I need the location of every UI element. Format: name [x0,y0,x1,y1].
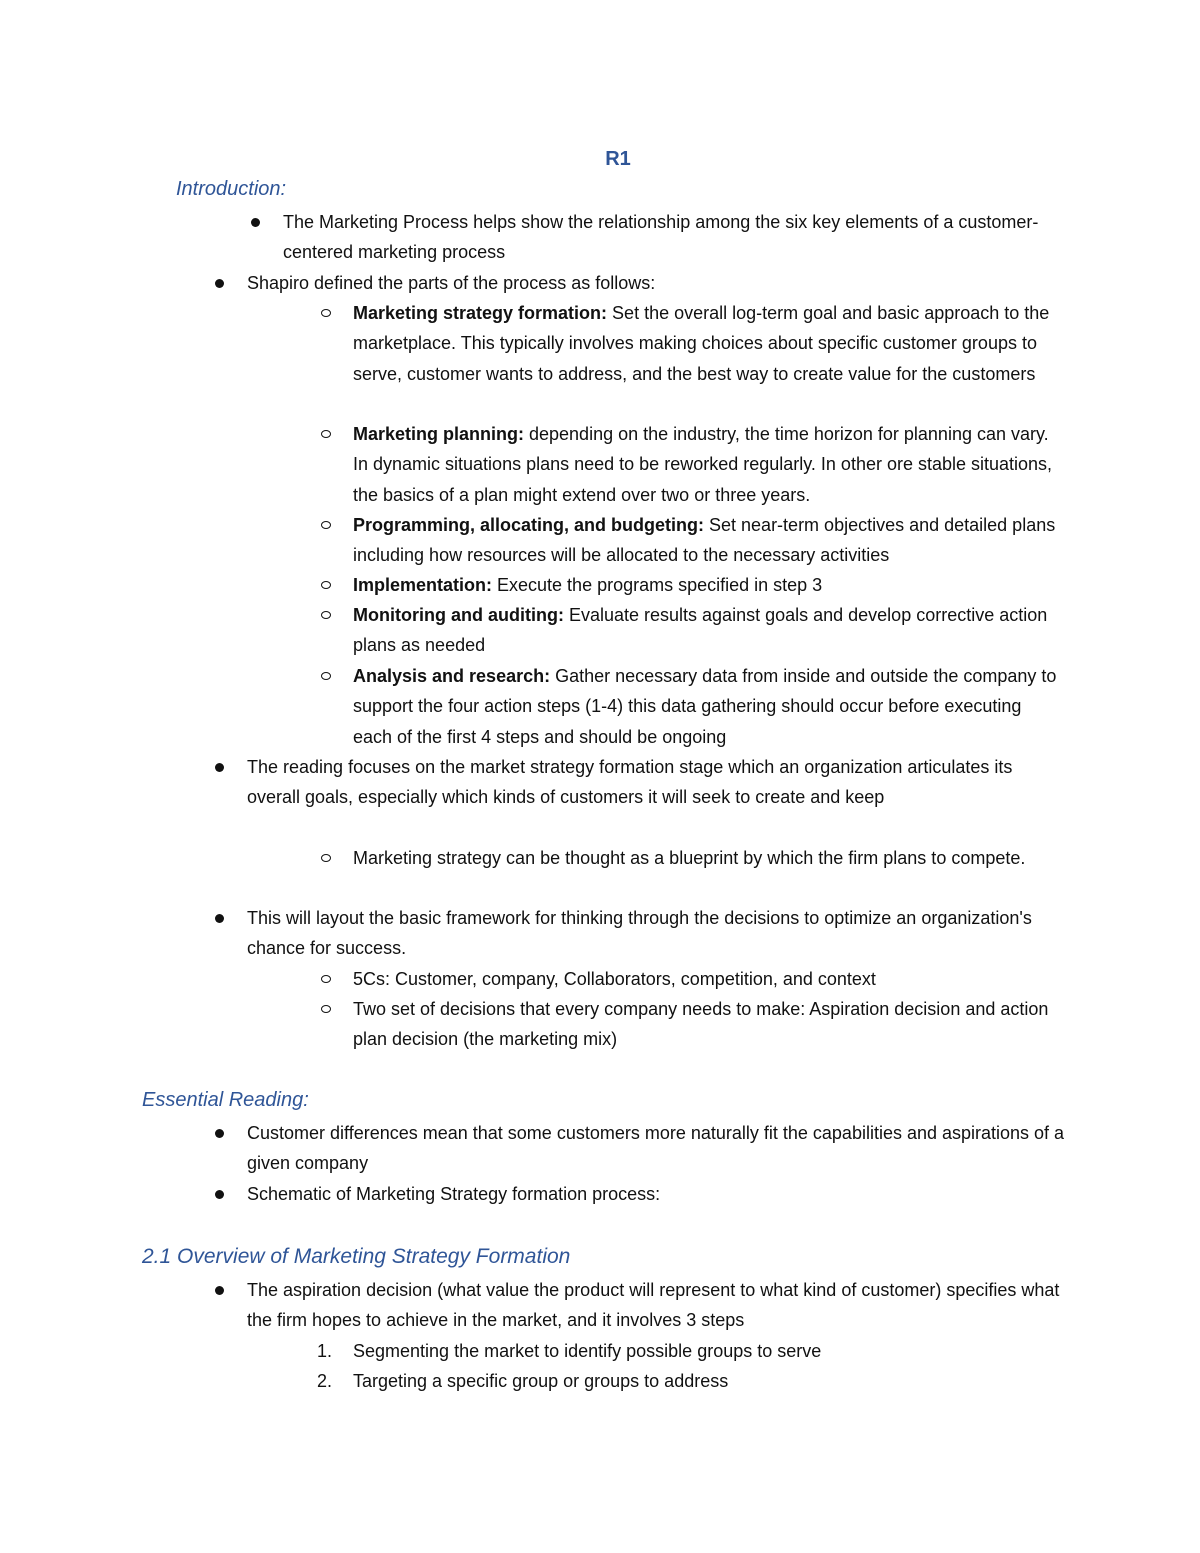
essential-bullet-2 [247,1179,1067,1209]
overview-list-item-2 [317,1366,1063,1396]
step-item-3 [353,510,1063,571]
bullet-icon [215,1129,224,1138]
step-term: Implementation: [353,575,493,595]
step-text: Set the overall log-term goal and basic approach to the marketplace. This typically involves making choices about specific customer groups to serve, customer wants to address, and the best way to create value for the customers [353,303,1050,384]
essential-reading-heading: Essential Reading: [142,1089,309,1111]
overview-bullet-1-text: The aspiration decision (what value the product will represent to what kind of customer) specifies what the firm hopes to achieve in the market, and it involves 3 steps [247,1280,1060,1331]
essential-bullet-1-text: Customer differences mean that some customers more naturally fit the capabilities and aspirations of a given company [247,1123,1065,1174]
circle-bullet-icon [321,309,331,317]
bullet-icon [215,279,224,288]
step-term: Programming, allocating, and budgeting: [353,515,705,535]
step-term: Marketing planning: [353,424,524,444]
step-item-6 [353,661,1063,752]
circle-bullet-icon [321,975,331,983]
circle-bullet-icon [321,1005,331,1013]
bullet-icon [215,1286,224,1295]
intro-bullet-2 [247,268,1067,298]
bullet-icon [251,218,260,227]
circle-bullet-icon [321,581,331,589]
overview-heading: 2.1 Overview of Marketing Strategy Formation [142,1245,571,1268]
intro-bullet-4-sub-2 [353,994,1063,1055]
intro-bullet-4 [247,903,1067,964]
step-text: Execute the programs specified in step 3 [492,575,823,595]
intro-bullet-3-sub [353,843,1063,873]
intro-bullet-4-text: This will layout the basic framework for thinking through the decisions to optimize an organization's chance for success. [247,908,1032,959]
step-term: Marketing strategy formation: [353,303,608,323]
intro-bullet-3 [247,752,1067,813]
circle-bullet-icon [321,672,331,680]
page-title: R1 [605,148,631,170]
bullet-icon [215,1190,224,1199]
step-item-2 [353,419,1063,510]
intro-bullet-1 [283,207,1063,268]
intro-bullet-3-sub-text: Marketing strategy can be thought as a blueprint by which the firm plans to compete. [353,848,1026,868]
step-item-5 [353,600,1063,661]
step-term: Monitoring and auditing: [353,605,564,625]
list-number: 1. [317,1341,333,1361]
intro-bullet-2-text: Shapiro defined the parts of the process as follows: [247,273,656,293]
essential-bullet-2-text: Schematic of Marketing Strategy formation process: [247,1184,661,1204]
circle-bullet-icon [321,430,331,438]
overview-bullet-1 [247,1275,1067,1336]
intro-bullet-4-sub-1 [353,964,1063,994]
step-item-4 [353,570,1063,600]
intro-bullet-1-text: The Marketing Process helps show the relationship among the six key elements of a customer-centered marketing process [283,212,1039,263]
overview-list-item-1 [317,1336,1063,1366]
circle-bullet-icon [321,611,331,619]
step-term: Analysis and research: [353,666,551,686]
list-item-text: Segmenting the market to identify possible groups to serve [353,1341,822,1361]
step-text: Set near-term objectives and detailed plans including how resources will be allocated to the necessary activities [353,515,1056,566]
introduction-heading: Introduction: [176,178,287,200]
intro-bullet-4-sub-2-text: Two set of decisions that every company needs to make: Aspiration decision and action plan decision (the marketing mix) [353,999,1049,1050]
step-text: Evaluate results against goals and develop corrective action plans as needed [353,605,1048,656]
essential-bullet-1 [247,1118,1067,1179]
circle-bullet-icon [321,854,331,862]
step-item-1 [353,298,1063,389]
list-number: 2. [317,1371,333,1391]
list-item-text: Targeting a specific group or groups to address [353,1371,729,1391]
step-text: Gather necessary data from inside and outside the company to support the four action steps (1-4) this data gathering should occur before executing each of the first 4 steps and should be ongoing [353,666,1057,747]
circle-bullet-icon [321,521,331,529]
intro-bullet-3-text: The reading focuses on the market strategy formation stage which an organization articulates its overall goals, especially which kinds of customers it will seek to create and keep [247,757,1013,808]
bullet-icon [215,763,224,772]
step-text: depending on the industry, the time horizon for planning can vary. In dynamic situations plans need to be reworked regularly. In other ore stable situations, the basics of a plan might extend over two or three years. [353,424,1053,505]
bullet-icon [215,914,224,923]
intro-bullet-4-sub-1-text: 5Cs: Customer, company, Collaborators, competition, and context [353,969,876,989]
